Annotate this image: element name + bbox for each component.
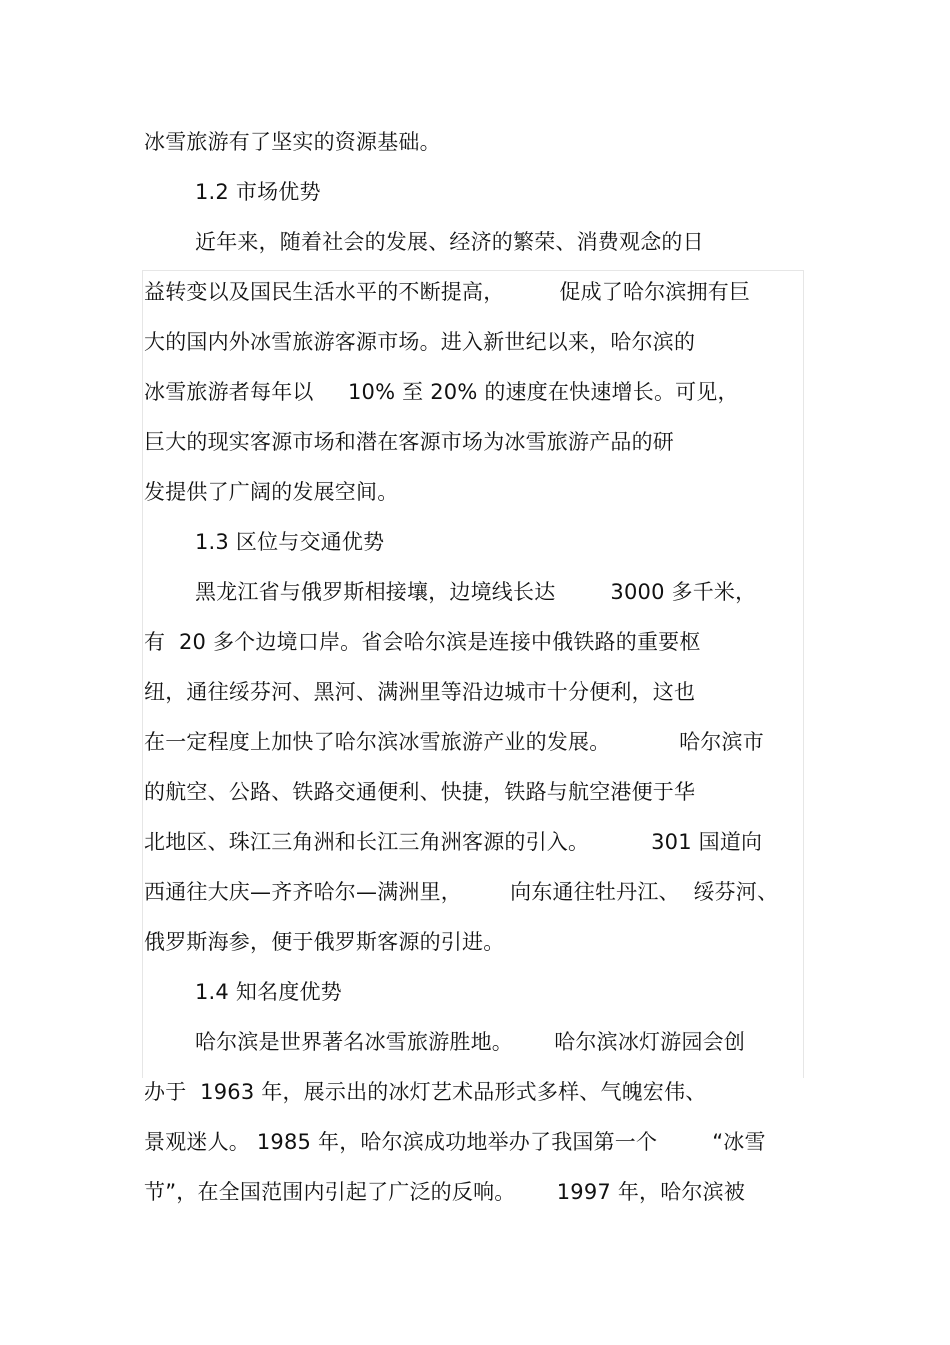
paragraph-line: 的航空、公路、铁路交通便利、快捷，铁路与航空港便于华 <box>144 780 696 804</box>
paragraph-line: 近年来，随着社会的发展、经济的繁荣、消费观念的日 <box>195 230 704 254</box>
paragraph-line: 西通往大庆—齐齐哈尔—满洲里， 向东通往牡丹江、 绥芬河、 <box>144 880 779 904</box>
paragraph-line: 纽，通往绥芬河、黑河、满洲里等沿边城市十分便利，这也 <box>144 680 696 704</box>
paragraph-line: 益转变以及国民生活水平的不断提高， 促成了哈尔滨拥有巨 <box>144 280 751 304</box>
paragraph-line: 冰雪旅游者每年以 10% 至 20% 的速度在快速增长。可见， <box>144 380 739 404</box>
section-heading-1-3: 1.3 区位与交通优势 <box>195 530 385 554</box>
paragraph-line: 景观迷人。 1985 年，哈尔滨成功地举办了我国第一个 “冰雪 <box>144 1130 766 1154</box>
paragraph-line: 发提供了广阔的发展空间。 <box>144 480 399 504</box>
paragraph-line: 节”，在全国范围内引起了广泛的反响。 1997 年，哈尔滨被 <box>144 1180 746 1204</box>
paragraph-line: 俄罗斯海参，便于俄罗斯客源的引进。 <box>144 930 505 954</box>
paragraph-line: 黑龙江省与俄罗斯相接壤，边境线长达 3000 多千米， <box>195 580 757 604</box>
paragraph-line: 办于 1963 年，展示出的冰灯艺术品形式多样、气魄宏伟、 <box>144 1080 707 1104</box>
paragraph-line: 在一定程度上加快了哈尔滨冰雪旅游产业的发展。 哈尔滨市 <box>144 730 764 754</box>
paragraph-line: 有 20 多个边境口岸。省会哈尔滨是连接中俄铁路的重要枢 <box>144 630 701 654</box>
paragraph-line: 哈尔滨是世界著名冰雪旅游胜地。 哈尔滨冰灯游园会创 <box>195 1030 746 1054</box>
paragraph-line: 冰雪旅游有了坚实的资源基础。 <box>144 130 441 154</box>
paragraph-line: 北地区、珠江三角洲和长江三角洲客源的引入。 301 国道向 <box>144 830 763 854</box>
paragraph-line: 巨大的现实客源市场和潜在客源市场为冰雪旅游产品的研 <box>144 430 674 454</box>
section-heading-1-2: 1.2 市场优势 <box>195 180 321 204</box>
paragraph-line: 大的国内外冰雪旅游客源市场。进入新世纪以来，哈尔滨的 <box>144 330 696 354</box>
section-heading-1-4: 1.4 知名度优势 <box>195 980 342 1004</box>
